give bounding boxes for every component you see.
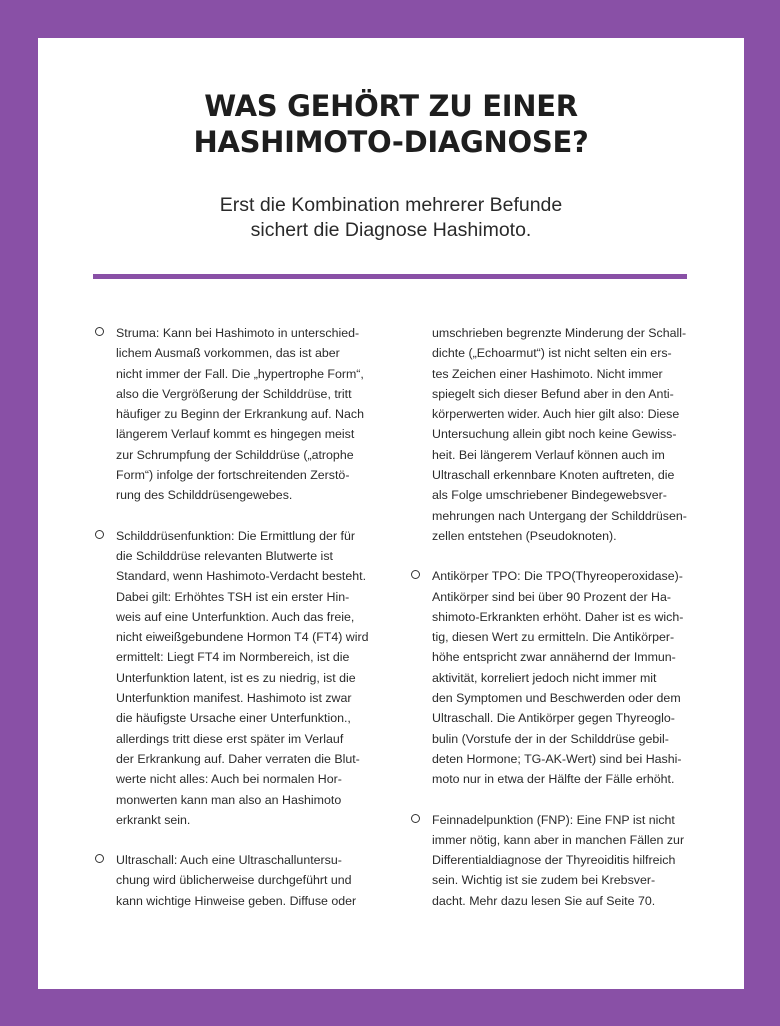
text-line: Unterfunktion latent, ist es zu niedrig, ist die <box>116 670 356 685</box>
title-line: WAS GEHÖRT ZU EINER <box>204 89 578 123</box>
circle-bullet-icon <box>411 570 420 579</box>
text-column-left <box>94 323 384 911</box>
text-line: Schilddrüsenfunktion: Die Ermittlung der für <box>116 528 355 543</box>
text-line: körperwerten wider. Auch hier gilt also: Diese <box>432 407 680 422</box>
text-line: bulin (Vorstufe der in der Schilddrüse gebil- <box>432 731 669 746</box>
page <box>38 38 744 989</box>
text-line: Standard, wenn Hashimoto-Verdacht besteht. <box>116 569 367 584</box>
text-line: werte nicht alles: Auch bei normalen Hor- <box>116 772 342 787</box>
text-line: Untersuchung allein gibt noch keine Gewiss- <box>432 427 677 442</box>
text-line: Form“) infolge der fortschreitenden Zerstö- <box>116 468 350 483</box>
text-column-right <box>410 323 710 911</box>
text-line: längerem Verlauf kommt es hingegen meist <box>116 427 355 442</box>
text-line: immer nötig, kann aber in manchen Fällen zur <box>432 832 685 847</box>
circle-bullet-icon <box>411 814 420 823</box>
text-line: deten Hormone; TG-AK-Wert) sind bei Hashi- <box>432 751 682 766</box>
text-line: ermittelt: Liegt FT4 im Normbereich, ist die <box>116 650 350 665</box>
text-line: weis auf eine Unterfunktion. Auch das freie, <box>116 609 355 624</box>
text-line: Ultraschall erkennbare Knoten auftreten, die <box>432 468 675 483</box>
text-line: der Erkrankung auf. Daher verraten die Blut- <box>116 751 360 766</box>
list-item <box>410 566 710 789</box>
text-line: sein. Wichtig ist sie zudem bei Krebsver- <box>432 873 656 888</box>
text-line: häufiger zu Beginn der Erkrankung auf. Nach <box>116 407 364 422</box>
text-line: Ultraschall. Die Antikörper gegen Thyreoglo- <box>432 711 675 726</box>
text-line: Antikörper sind bei über 90 Prozent der Ha- <box>432 589 671 604</box>
text-line: dacht. Mehr dazu lesen Sie auf Seite 70. <box>432 893 656 908</box>
list-item <box>410 323 710 546</box>
circle-bullet-icon <box>95 530 104 539</box>
text-line: höhe entspricht zwar annähernd der Immun- <box>432 650 676 665</box>
text-line: Differentialdiagnose der Thyreoiditis hilfreich <box>432 853 676 868</box>
text-line: Ultraschall: Auch eine Ultraschalluntersu- <box>116 853 342 868</box>
text-line: heit. Bei längerem Verlauf können auch im <box>432 447 665 462</box>
list-item <box>94 850 384 911</box>
text-line: chung wird üblicherweise durchgeführt und <box>116 873 352 888</box>
text-line: den Symptomen und Beschwerden oder dem <box>432 691 681 706</box>
text-line: Feinnadelpunktion (FNP): Eine FNP ist nicht <box>432 812 675 827</box>
title-line: HASHIMOTO-DIAGNOSE? <box>193 125 589 159</box>
text-line: zur Schrumpfung der Schilddrüse („atrophe <box>116 447 354 462</box>
text-line: rung des Schilddrüsengewebes. <box>116 488 293 503</box>
circle-bullet-icon <box>95 327 104 336</box>
text-line: Antikörper TPO: Die TPO(Thyreoperoxidase)- <box>432 569 683 584</box>
text-line: tes Zeichen einer Hashimoto. Nicht immer <box>432 366 663 381</box>
text-line: erkrankt sein. <box>116 812 191 827</box>
circle-bullet-icon <box>95 854 104 863</box>
text-line: Struma: Kann bei Hashimoto in unterschied- <box>116 326 360 340</box>
text-line: Dabei gilt: Erhöhtes TSH ist ein erster Hin- <box>116 589 350 604</box>
subtitle-line: Erst die Kombination mehrerer Befunde <box>219 194 563 216</box>
list-item <box>94 526 384 830</box>
text-line: spiegelt sich dieser Befund aber in den Anti- <box>432 386 674 401</box>
text-line: die Schilddrüse relevanten Blutwerte ist <box>116 548 333 563</box>
text-line: Unterfunktion manifest. Hashimoto ist zwar <box>116 691 352 706</box>
page-title <box>38 88 744 160</box>
text-line: allerdings tritt diese erst später im Verlauf <box>116 731 344 746</box>
text-line: shimoto-Erkrankten erhöht. Daher ist es wich- <box>432 609 684 624</box>
text-line: die häufigste Ursache einer Unterfunktion., <box>116 711 351 726</box>
list-item <box>410 810 710 911</box>
text-line: kann wichtige Hinweise geben. Diffuse oder <box>116 893 357 908</box>
text-line: umschrieben begrenzte Minderung der Schall- <box>432 326 687 340</box>
list-item <box>94 323 384 506</box>
page-subtitle <box>38 193 744 243</box>
text-line: tig, diesen Wert zu ermitteln. Die Antikörper- <box>432 630 675 645</box>
text-line: moto nur in etwa der Hälfte der Fälle erhöht. <box>432 772 675 787</box>
divider-rule <box>93 274 687 279</box>
text-line: aktivität, korreliert jedoch nicht immer mit <box>432 670 657 685</box>
text-line: also die Vergrößerung der Schilddrüse, tritt <box>116 386 352 401</box>
text-line: mehrungen nach Untergang der Schilddrüsen- <box>432 508 687 523</box>
subtitle-line: sichert die Diagnose Hashimoto. <box>250 219 532 241</box>
text-line: dichte („Echoarmut“) ist nicht selten ein ers- <box>432 346 672 361</box>
text-line: lichem Ausmaß vorkommen, das ist aber <box>116 346 340 361</box>
text-line: nicht eiweißgebundene Hormon T4 (FT4) wird <box>116 630 369 645</box>
text-line: als Folge umschriebener Bindegewebsver- <box>432 488 667 503</box>
text-line: nicht immer der Fall. Die „hypertrophe Form“, <box>116 366 364 381</box>
text-line: zellen entstehen (Pseudoknoten). <box>432 528 617 543</box>
text-line: monwerten kann man also an Hashimoto <box>116 792 342 807</box>
